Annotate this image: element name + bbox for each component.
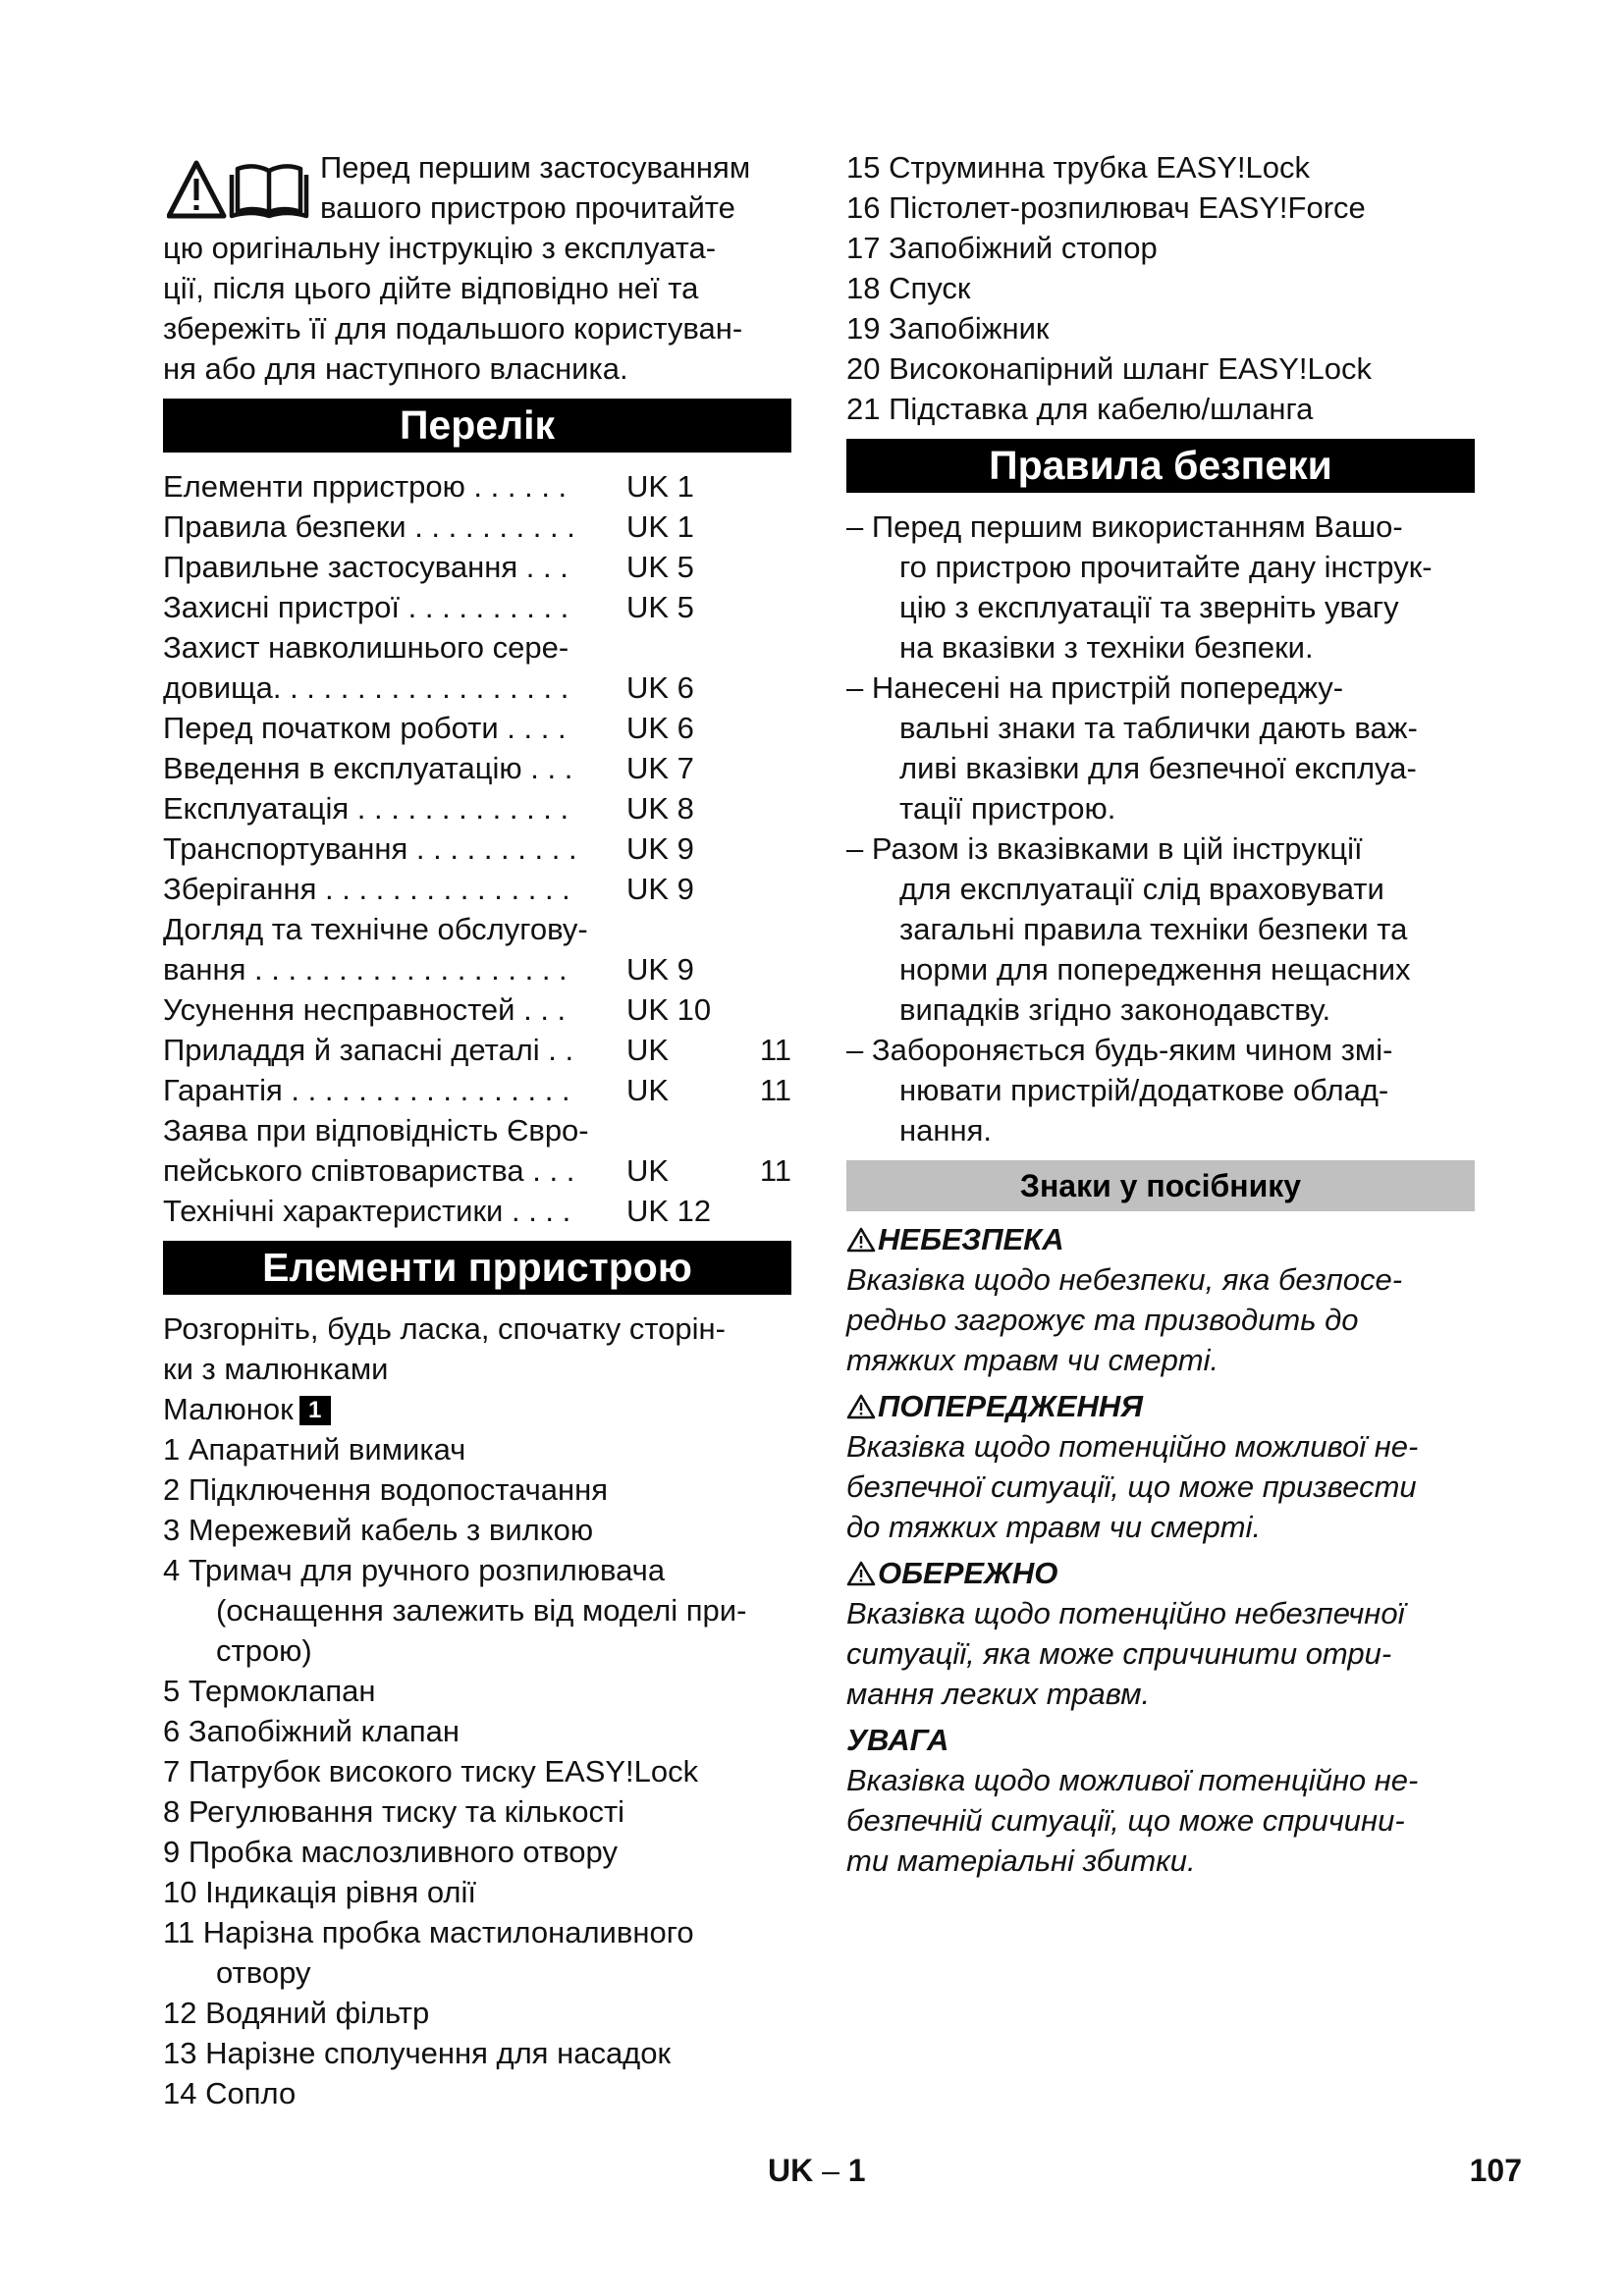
- toc-entry-title: Перед початком роботи . . . .: [163, 711, 567, 745]
- list-item: [163, 2073, 791, 2113]
- list-item-line: 12 Водяний фільтр: [163, 1996, 430, 2030]
- elements-intro-text: [163, 1308, 791, 1389]
- list-item: [163, 1711, 791, 1751]
- toc-entry: [163, 1150, 791, 1191]
- list-item-line: 14 Сопло: [163, 2076, 297, 2110]
- signal-word-label: УВАГА: [846, 1723, 949, 1757]
- toc-entry-page: UK 9: [626, 952, 694, 987]
- list-item-line: 18 Спуск: [846, 271, 971, 305]
- list-item: [163, 1791, 791, 1832]
- toc-entry-page: UK 9: [626, 872, 694, 906]
- toc-entry-title: Транспортування . . . . . . . . . .: [163, 831, 577, 866]
- list-item: [846, 147, 1475, 187]
- intro-notice: [163, 147, 791, 389]
- signal-word-block: [846, 1219, 1475, 1380]
- signal-word-text: Вказівка щодо небезпеки, яка безпосе-: [846, 1262, 1403, 1297]
- list-item-line: 3 Мережевий кабель з вилкою: [163, 1513, 594, 1547]
- list-item-line: 5 Термоклапан: [163, 1674, 376, 1708]
- toc-entry: [163, 667, 791, 708]
- toc-entry: [163, 547, 791, 587]
- toc-entry-wrap: Догляд та технічне обслугову-: [163, 912, 588, 946]
- elements-intro-line: Розгорніть, будь ласка, спочатку сторін-: [163, 1311, 726, 1346]
- safety-rule-line: – Нанесені на пристрій попереджу-: [846, 670, 1344, 705]
- toc-entry: [163, 466, 791, 507]
- list-item-line: 8 Регулювання тиску та кількості: [163, 1794, 625, 1829]
- intro-line: ції, після цього дійте відповідно неї та: [163, 271, 699, 305]
- safety-rule-line: на вказівки з техніки безпеки.: [899, 630, 1314, 665]
- list-item: [163, 1429, 791, 1469]
- toc-entry-wrap: Заява при відповідність Євро-: [163, 1113, 589, 1148]
- list-item-line: 15 Струминна трубка EASY!Lock: [846, 150, 1311, 185]
- figure-reference: [163, 1389, 791, 1429]
- list-item: [163, 2033, 791, 2073]
- signal-word-text: безпечній ситуації, що може спричини-: [846, 1803, 1405, 1838]
- signal-word-text: безпечної ситуації, що може призвести: [846, 1469, 1417, 1504]
- list-item-line: 7 Патрубок високого тиску EASY!Lock: [163, 1754, 699, 1789]
- list-item: [846, 389, 1475, 429]
- list-item-line: 2 Підключення водопостачання: [163, 1472, 609, 1507]
- toc-entry: [163, 1070, 791, 1110]
- toc-entry: [163, 989, 791, 1030]
- toc-entry-title: Експлуатація . . . . . . . . . . . . .: [163, 791, 569, 826]
- warning-triangle-icon: [846, 1556, 878, 1590]
- safety-rule-line: випадків згідно законодавству.: [899, 992, 1331, 1027]
- list-item-line: (оснащення залежить від моделі при-: [216, 1593, 747, 1628]
- intro-line: ня або для наступного власника.: [163, 351, 628, 386]
- toc-entry: [163, 507, 791, 547]
- warning-triangle-icon: [169, 163, 224, 216]
- toc-entry-title: Гарантія . . . . . . . . . . . . . . . . .: [163, 1073, 570, 1107]
- elements-intro-line: ки з малюнками: [163, 1352, 389, 1386]
- list-item: [163, 1671, 791, 1711]
- toc-entry: [163, 1030, 791, 1070]
- intro-line: цю оригінальну інструкцію з експлуата-: [163, 231, 717, 265]
- toc-heading: Перелік: [163, 399, 791, 453]
- toc-entry-page: UK: [626, 1073, 670, 1107]
- list-item: [163, 1872, 791, 1912]
- footer-dash: –: [822, 2153, 839, 2188]
- safety-heading: Правила безпеки: [846, 439, 1475, 493]
- left-column: [163, 147, 791, 2113]
- warning-manual-icons: [167, 159, 312, 220]
- list-item-line: 21 Підставка для кабелю/шланга: [846, 392, 1314, 426]
- toc-entry: [163, 828, 791, 869]
- toc-entry-title: пейського співтовариства . . .: [163, 1153, 575, 1188]
- toc-entry-page: UK: [626, 1153, 670, 1188]
- signal-word-heading: [846, 1219, 1475, 1259]
- warning-triangle-icon: [846, 1222, 878, 1256]
- right-column: [846, 147, 1475, 1881]
- signal-word-text: Вказівка щодо потенційно небезпечної: [846, 1596, 1405, 1630]
- safety-rule-line: вальні знаки та таблички дають важ-: [899, 711, 1418, 745]
- toc-entry-page-number: 11: [759, 1153, 791, 1188]
- signal-word-text: ситуації, яка може спричинити отри-: [846, 1636, 1392, 1671]
- safety-rule: [846, 667, 1475, 828]
- signal-word-label: ПОПЕРЕДЖЕННЯ: [878, 1389, 1143, 1423]
- intro-line: збережіть її для подальшого користуван-: [163, 311, 743, 346]
- toc-entry-title: Введення в експлуатацію . . .: [163, 751, 573, 785]
- list-item: [163, 1993, 791, 2033]
- toc-entry-page: UK 5: [626, 590, 694, 624]
- list-item-line: 16 Пістолет-розпилювач EASY!Force: [846, 190, 1366, 225]
- list-item-line: 17 Запобіжний стопор: [846, 231, 1158, 265]
- toc-entry-page: UK 12: [626, 1194, 712, 1228]
- footer-local-page: 1: [847, 2153, 866, 2188]
- toc-entry-page: UK 1: [626, 469, 694, 504]
- toc-entry-page: UK: [626, 1033, 670, 1067]
- toc-entry-title: Зберігання . . . . . . . . . . . . . . .: [163, 872, 570, 906]
- footer-page-number: 107: [1469, 2153, 1522, 2188]
- toc-entry-title: Правила безпеки . . . . . . . . . .: [163, 509, 575, 544]
- list-item-line: 4 Тримач для ручного розпилювача: [163, 1553, 666, 1587]
- toc-entry-wrap: Захист навколишнього сере-: [163, 630, 569, 665]
- signal-word-text: Вказівка щодо потенційно можливої не-: [846, 1429, 1419, 1464]
- list-item: [163, 1550, 791, 1671]
- safety-rule-line: – Перед першим використанням Вашо-: [846, 509, 1403, 544]
- list-item: [163, 1912, 791, 1993]
- list-item-line: 11 Нарізна пробка мастилоналивного: [163, 1915, 694, 1949]
- list-item-line: 9 Пробка маслозливного отвору: [163, 1835, 618, 1869]
- manual-book-icon: [232, 166, 306, 216]
- signal-word-text: мання легких травм.: [846, 1677, 1151, 1711]
- toc-entry-page-number: 11: [759, 1033, 791, 1067]
- intro-line: Перед першим застосуванням: [320, 150, 751, 185]
- toc-entry: [163, 1191, 791, 1231]
- safety-rule-line: цію з експлуатації та зверніть увагу: [899, 590, 1399, 624]
- elements-heading: Елементи прристрою: [163, 1241, 791, 1295]
- toc-entry-title: Захисні пристрої . . . . . . . . . .: [163, 590, 569, 624]
- list-item: [846, 228, 1475, 268]
- signal-word-label: ОБЕРЕЖНО: [878, 1556, 1058, 1590]
- signal-word-text: редньо загрожує та призводить до: [846, 1303, 1359, 1337]
- toc-entry-title: Приладдя й запасні деталі . .: [163, 1033, 574, 1067]
- toc-entry: [163, 788, 791, 828]
- safety-rule-line: загальні правила техніки безпеки та: [899, 912, 1408, 946]
- signal-word-block: [846, 1553, 1475, 1714]
- signs-heading: Знаки у посібнику: [846, 1160, 1475, 1211]
- toc-entry-page: UK 10: [626, 992, 712, 1027]
- toc-entry-page: UK 6: [626, 711, 694, 745]
- toc-entry-title: вання . . . . . . . . . . . . . . . . . . .: [163, 952, 568, 987]
- footer-section-page: [768, 2151, 866, 2191]
- warning-triangle-icon: [846, 1389, 878, 1423]
- signal-words-list: [846, 1219, 1475, 1881]
- toc-entry: [163, 587, 791, 627]
- figure-label: Малюнок: [163, 1392, 294, 1426]
- list-item: [846, 308, 1475, 348]
- toc-entry-title: Технічні характеристики . . . .: [163, 1194, 571, 1228]
- signal-word-block: [846, 1720, 1475, 1881]
- safety-rule-line: – Забороняється будь-яким чином змі-: [846, 1033, 1393, 1067]
- safety-rule-line: го пристрою прочитайте дану інструк-: [899, 550, 1433, 584]
- toc-entry-page: UK 6: [626, 670, 694, 705]
- signal-word-text: до тяжких травм чи смерті.: [846, 1510, 1262, 1544]
- signal-word-text: ти матеріальні збитки.: [846, 1843, 1196, 1878]
- list-item: [846, 187, 1475, 228]
- toc-entry-page: UK 9: [626, 831, 694, 866]
- toc-entry-title: довища. . . . . . . . . . . . . . . . . .: [163, 670, 569, 705]
- safety-rule-line: для експлуатації слід враховувати: [899, 872, 1384, 906]
- toc-entry: [163, 708, 791, 748]
- list-item-line: 10 Індикація рівня олії: [163, 1875, 477, 1909]
- list-item-line: отвору: [216, 1955, 311, 1990]
- toc-entry-page: UK 5: [626, 550, 694, 584]
- toc-entry-page-number: 11: [759, 1073, 791, 1107]
- toc-entry-title: Усунення несправностей . . .: [163, 992, 567, 1027]
- toc-entry: [163, 748, 791, 788]
- safety-rule-line: нювати пристрій/додаткове облад-: [899, 1073, 1389, 1107]
- safety-rules-list: [846, 507, 1475, 1150]
- list-item-line: строю): [216, 1633, 312, 1668]
- list-item-line: 1 Апаратний вимикач: [163, 1432, 466, 1467]
- signal-word-block: [846, 1386, 1475, 1547]
- list-item: [163, 1751, 791, 1791]
- table-of-contents: [163, 466, 791, 1231]
- list-item: [846, 268, 1475, 308]
- safety-rule: [846, 1030, 1475, 1150]
- list-item: [163, 1832, 791, 1872]
- signal-word-heading: [846, 1553, 1475, 1593]
- elements-list-part-2: [846, 147, 1475, 429]
- signal-word-label: НЕБЕЗПЕКА: [878, 1222, 1064, 1256]
- safety-rule-line: – Разом із вказівками в цій інструкції: [846, 831, 1363, 866]
- signal-word-heading: [846, 1720, 1475, 1760]
- list-item-line: 20 Високонапірний шланг EASY!Lock: [846, 351, 1373, 386]
- list-item-line: 19 Запобіжник: [846, 311, 1050, 346]
- toc-entry-page: UK 8: [626, 791, 694, 826]
- list-item-line: 13 Нарізне сполучення для насадок: [163, 2036, 672, 2070]
- figure-number-badge: 1: [299, 1396, 331, 1425]
- signal-word-text: Вказівка щодо можливої потенційно не-: [846, 1763, 1419, 1797]
- signal-word-text: тяжких травм чи смерті.: [846, 1343, 1219, 1377]
- safety-rule-line: ливі вказівки для безпечної експлуа-: [899, 751, 1417, 785]
- elements-list-part-1: [163, 1429, 791, 2113]
- toc-entry: [163, 949, 791, 989]
- signal-word-heading: [846, 1386, 1475, 1426]
- toc-entry: [163, 869, 791, 909]
- intro-line: вашого пристрою прочитайте: [320, 190, 735, 225]
- toc-entry-page: UK 1: [626, 509, 694, 544]
- toc-entry-page: UK 7: [626, 751, 694, 785]
- list-item-line: 6 Запобіжний клапан: [163, 1714, 460, 1748]
- toc-entry-title: Правильне застосування . . .: [163, 550, 568, 584]
- safety-rule: [846, 828, 1475, 1030]
- list-item: [163, 1510, 791, 1550]
- list-item: [163, 1469, 791, 1510]
- safety-rule-line: норми для попередження нещасних: [899, 952, 1411, 987]
- safety-rule-line: тації пристрою.: [899, 791, 1116, 826]
- footer-lang: UK: [768, 2153, 814, 2188]
- safety-rule: [846, 507, 1475, 667]
- list-item: [846, 348, 1475, 389]
- toc-entry-title: Елементи прристрою . . . . . .: [163, 469, 568, 504]
- safety-rule-line: нання.: [899, 1113, 992, 1148]
